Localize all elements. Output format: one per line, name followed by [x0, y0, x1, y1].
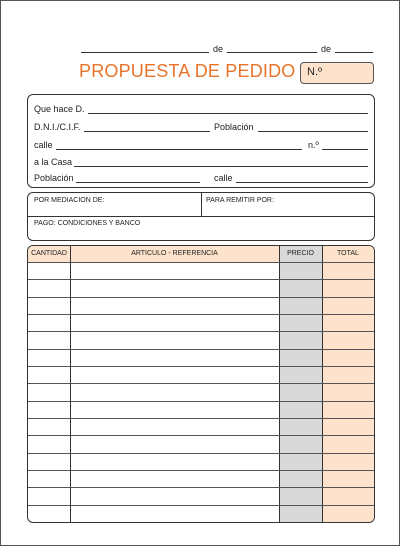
- table-row[interactable]: [28, 470, 374, 471]
- pago-label: PAGO: CONDICIONES Y BANCO: [34, 220, 141, 227]
- poblacion-label: Población: [214, 122, 254, 132]
- poblacion-field[interactable]: [258, 131, 368, 132]
- calle2-label: calle: [214, 173, 233, 183]
- poblacion2-label: Población: [34, 173, 74, 183]
- place-line[interactable]: [81, 52, 209, 53]
- calle2-field[interactable]: [236, 182, 368, 183]
- header-cantidad: CANTIDAD: [31, 250, 67, 257]
- numero-field[interactable]: [322, 149, 368, 150]
- table-row[interactable]: [28, 331, 374, 332]
- table-row[interactable]: [28, 383, 374, 384]
- de-label-2: de: [321, 44, 332, 54]
- numero-label: n.º: [308, 140, 319, 150]
- items-table: [27, 245, 375, 523]
- year-line[interactable]: [335, 52, 373, 53]
- table-row[interactable]: [28, 366, 374, 367]
- table-row[interactable]: [28, 297, 374, 298]
- terms-hline: [28, 216, 374, 217]
- order-number-label: N.º: [307, 66, 323, 78]
- header-total: TOTAL: [337, 250, 359, 257]
- poblacion2-field[interactable]: [76, 182, 200, 183]
- a-la-casa-label: a la Casa: [34, 157, 73, 167]
- de-label-1: de: [213, 44, 224, 54]
- que-hace-field[interactable]: [88, 113, 368, 114]
- header-precio: PRECIO: [287, 250, 314, 257]
- header-articulo: ARTICULO - REFERENCIA: [131, 250, 218, 257]
- table-rows: [28, 262, 374, 522]
- table-row[interactable]: [28, 349, 374, 350]
- calle-field[interactable]: [56, 149, 302, 150]
- table-row[interactable]: [28, 435, 374, 436]
- para-remitir-label: PARA REMITIR POR:: [206, 197, 274, 204]
- table-row[interactable]: [28, 487, 374, 488]
- dni-label: D.N.I./C.I.F.: [34, 122, 81, 132]
- table-row[interactable]: [28, 453, 374, 454]
- a-la-casa-field[interactable]: [74, 166, 368, 167]
- dni-field[interactable]: [84, 131, 210, 132]
- table-row[interactable]: [28, 505, 374, 506]
- client-info-box: [27, 94, 375, 188]
- calle-label: calle: [34, 140, 53, 150]
- terms-box: [27, 192, 375, 241]
- table-row[interactable]: [28, 262, 374, 263]
- table-row[interactable]: [28, 418, 374, 419]
- terms-divider: [201, 193, 202, 216]
- table-row[interactable]: [28, 401, 374, 402]
- day-month-line[interactable]: [227, 52, 317, 53]
- order-number-field[interactable]: [300, 62, 374, 84]
- por-mediacion-label: POR MEDIACION DE:: [34, 197, 105, 204]
- table-row[interactable]: [28, 279, 374, 280]
- form-title: PROPUESTA DE PEDIDO: [79, 61, 296, 81]
- que-hace-label: Que hace D.: [34, 104, 85, 114]
- table-row[interactable]: [28, 314, 374, 315]
